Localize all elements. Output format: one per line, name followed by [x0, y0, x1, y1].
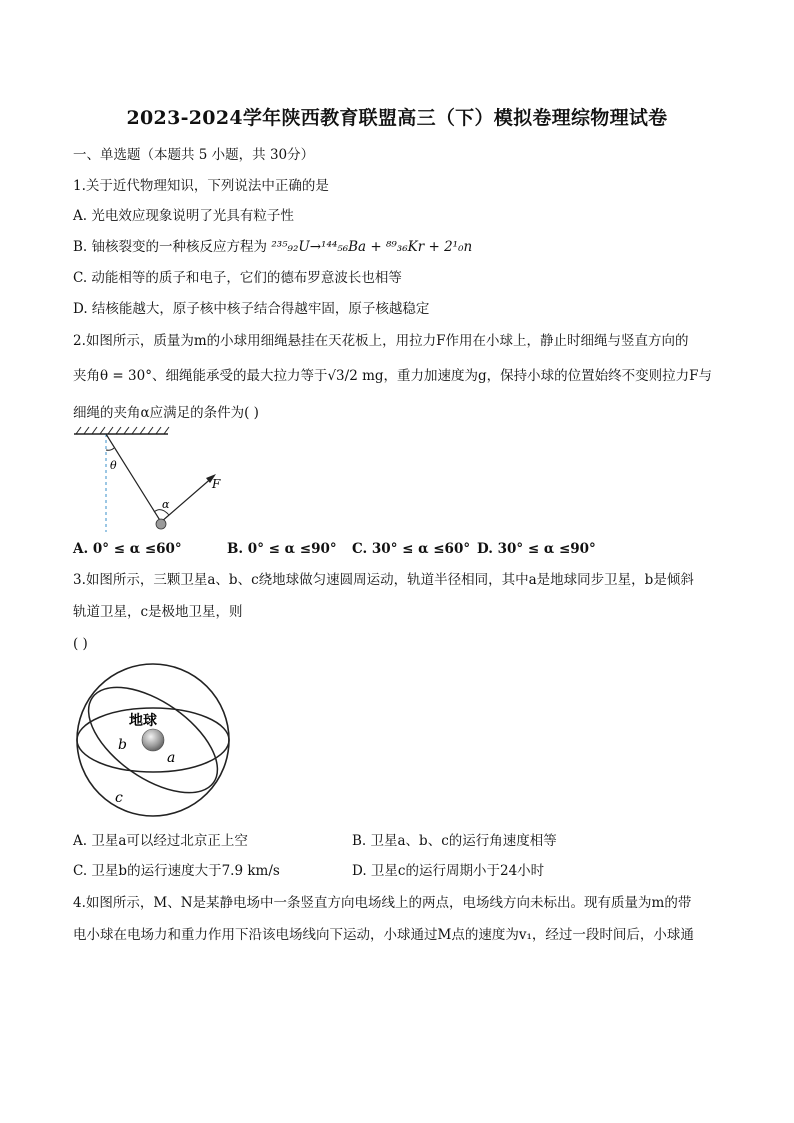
q2-stem-line1: 2.如图所示，质量为m的小球用细绳悬挂在天花板上，用拉力F作用在小球上，静止时细绳与竖直方向的	[73, 333, 689, 349]
q4-stem-line2: 电小球在电场力和重力作用下沿该电场线向下运动，小球通过M点的速度为v₁，经过一段时间后，小球通	[73, 927, 694, 943]
q3-stem-line3: ( )	[73, 636, 88, 652]
exam-title: 2023-2024学年陕西教育联盟高三（下）模拟卷理综物理试卷	[126, 107, 668, 129]
ceiling-hatch	[76, 427, 169, 434]
q2-option-b: B. 0° ≤ α ≤90°	[227, 541, 337, 557]
q2-option-c: C. 30° ≤ α ≤60°	[352, 541, 471, 557]
q2-option-d: D. 30° ≤ α ≤90°	[477, 541, 596, 557]
section-heading: 一、单选题（本题共 5 小题，共 30分）	[73, 147, 315, 163]
q2-option-a: A. 0° ≤ α ≤60°	[73, 541, 182, 557]
q3-stem-line2: 轨道卫星，c是极地卫星，则	[73, 604, 243, 620]
q1-option-b-equation: ²³⁵₉₂U→¹⁴⁴₅₆Ba + ⁸⁹₃₆Kr + 2¹₀n	[271, 239, 473, 255]
q1-option-c: C. 动能相等的质子和电子，它们的德布罗意波长也相等	[73, 270, 402, 286]
orbit-b-label: b	[118, 737, 127, 753]
theta-label: θ	[110, 459, 117, 472]
string-line	[106, 434, 161, 522]
q1-stem: 1.关于近代物理知识，下列说法中正确的是	[73, 178, 329, 194]
ball	[156, 519, 166, 529]
q2-stem-line3: 细绳的夹角α应满足的条件为( )	[73, 405, 259, 421]
force-label: F	[212, 477, 221, 491]
q3-orbit-figure	[72, 662, 234, 818]
q3-option-c: C. 卫星b的运行速度大于7.9 km/s	[73, 863, 280, 879]
q3-option-a: A. 卫星a可以经过北京正上空	[73, 833, 248, 849]
earth-ball	[142, 729, 164, 751]
q1-option-b	[73, 238, 472, 256]
orbit-a-label: a	[167, 750, 176, 766]
q1-option-d: D. 结核能越大，原子核中核子结合得越牢固，原子核越稳定	[73, 301, 430, 317]
q2-stem-line2: 夹角θ = 30°、细绳能承受的最大拉力等于√3/2 mg，重力加速度为g，保持小球的位置始终不变则拉力F与	[73, 368, 713, 384]
q1-option-b-text: B. 铀核裂变的一种核反应方程为	[73, 239, 268, 255]
q4-stem-line1: 4.如图所示，M、N是某静电场中一条竖直方向电场线上的两点，电场线方向未标出。现有质量为m的带	[73, 895, 692, 911]
q3-stem-line1: 3.如图所示，三颗卫星a、b、c绕地球做匀速圆周运动，轨道半径相同，其中a是地球同步卫星，b是倾斜	[73, 572, 694, 588]
q2-pendulum-figure	[68, 424, 238, 536]
q1-option-a: A. 光电效应现象说明了光具有粒子性	[73, 208, 294, 224]
theta-arc	[106, 448, 114, 450]
q3-option-b: B. 卫星a、b、c的运行角速度相等	[352, 833, 557, 849]
orbit-c-label: c	[115, 790, 123, 806]
q3-option-d: D. 卫星c的运行周期小于24小时	[352, 863, 545, 879]
alpha-label: α	[162, 498, 170, 511]
earth-label: 地球	[129, 713, 157, 729]
